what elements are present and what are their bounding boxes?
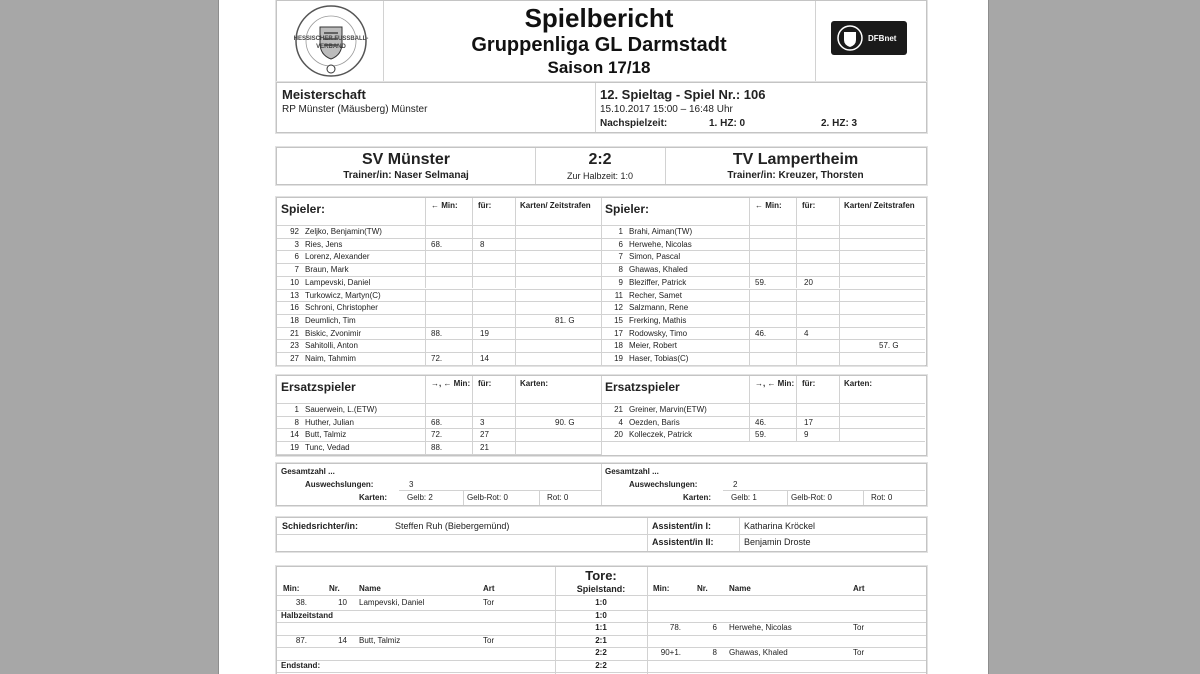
goal-score: 1:0 [595, 598, 607, 607]
player-sub-for: 20 [804, 277, 813, 287]
player-sub-for: 9 [804, 430, 809, 440]
lineup-home-min-header: ← Min: [431, 201, 458, 210]
final-score: 2:2 [588, 151, 612, 168]
player-number: 20 [614, 430, 623, 440]
totals-away-label: Gesamtzahl ... [605, 467, 659, 476]
goal-away-name: Ghawas, Khaled [729, 648, 788, 657]
season-title: Saison 17/18 [547, 58, 651, 77]
player-number: 6 [618, 239, 623, 249]
hfv-logo-text: HESSISCHER FUSSBALL-VERBAND [293, 36, 369, 50]
dfbnet-logo-text: DFBnet [868, 34, 897, 43]
player-sub-for: 21 [480, 443, 489, 453]
header-box [276, 0, 927, 82]
goal-home-number: 14 [338, 635, 347, 645]
player-name: Oezden, Baris [629, 417, 680, 427]
player-number: 19 [290, 443, 299, 453]
goal-home-minute: 87. [295, 635, 307, 645]
player-sub-for: 17 [804, 417, 813, 427]
goal-home-number: 10 [338, 598, 347, 607]
totals-home-yellow-red: Gelb-Rot: 0 [467, 493, 508, 502]
totals-away-cards-label: Karten: [683, 493, 712, 502]
competition: Meisterschaft [282, 87, 366, 102]
subs-box [276, 375, 927, 456]
goals-home-nr-header: Nr. [329, 584, 340, 593]
player-name: Salzmann, Rene [629, 303, 689, 313]
player-name: Lorenz, Alexander [305, 252, 370, 262]
lineup-away-cards-header: Karten/ Zeitstrafen [844, 201, 915, 210]
goal-away-number: 8 [712, 648, 717, 657]
goal-away-type: Tor [853, 648, 865, 657]
referee-name: Steffen Ruh (Biebergemünd) [395, 521, 510, 531]
totals-box [276, 463, 927, 506]
player-name: Naim, Tahmim [305, 354, 356, 363]
player-number: 23 [290, 341, 299, 351]
player-number: 9 [618, 277, 623, 287]
player-sub-for: 14 [480, 354, 489, 363]
venue: RP Münster (Mäusberg) Münster [282, 104, 428, 115]
player-name: Schroni, Christopher [305, 303, 378, 313]
goal-home-minute: 38. [295, 598, 307, 607]
goal-home-type: Tor [483, 598, 495, 607]
player-sub-for: 3 [480, 417, 485, 427]
assistant2-name: Benjamin Droste [744, 537, 811, 547]
player-number: 3 [294, 239, 299, 249]
player-name: Ghawas, Khaled [629, 265, 688, 275]
goal-home-type: Tor [483, 635, 495, 645]
player-cards: 90. G [555, 417, 575, 427]
player-number: 8 [618, 265, 623, 275]
goals-away-type-header: Art [853, 584, 865, 593]
player-number: 16 [290, 303, 299, 313]
goal-away-minute: 90+1. [660, 648, 681, 657]
player-sub-minute: 88. [431, 443, 443, 453]
player-name: Recher, Samet [629, 290, 682, 300]
player-number: 92 [290, 227, 299, 236]
player-sub-minute: 72. [431, 354, 443, 363]
player-sub-minute: 68. [431, 417, 443, 427]
player-number: 18 [290, 315, 299, 325]
player-name: Turkowicz, Martyn(C) [305, 290, 381, 300]
report-title: Spielbericht [524, 3, 674, 33]
totals-away-red: Rot: 0 [871, 493, 893, 502]
player-sub-minute: 72. [431, 430, 443, 440]
player-sub-minute: 59. [755, 277, 767, 287]
player-sub-for: 4 [804, 328, 809, 338]
totals-home-cards-label: Karten: [359, 493, 388, 502]
lineup-home-label: Spieler: [281, 202, 326, 216]
extra-time-label: Nachspielzeit: [600, 118, 668, 129]
totals-home-red: Rot: 0 [547, 493, 569, 502]
player-number: 1 [294, 405, 299, 414]
player-name: Deumlich, Tim [305, 315, 356, 325]
away-team-name: TV Lampertheim [732, 151, 859, 168]
player-name: Ries, Jens [305, 239, 343, 249]
player-sub-for: 19 [480, 328, 489, 338]
home-team-name: SV Münster [361, 151, 450, 168]
goals-score-header: Spielstand: [576, 584, 626, 594]
goals-home-name-header: Name [359, 584, 381, 593]
league-title: Gruppenliga GL Darmstadt [471, 34, 727, 56]
player-number: 8 [294, 417, 299, 427]
match-info-box [276, 82, 927, 133]
lineup-away-label: Spieler: [605, 202, 650, 216]
goal-away-type: Tor [853, 623, 865, 632]
goals-title: Tore: [585, 568, 617, 583]
player-number: 7 [618, 252, 623, 262]
player-name: Lampevski, Daniel [305, 277, 371, 287]
subs-away-cards-header: Karten: [844, 379, 873, 388]
goals-home-min-header: Min: [283, 584, 300, 593]
goals-away-min-header: Min: [653, 584, 670, 593]
totals-home-label: Gesamtzahl ... [281, 467, 335, 476]
lineup-box [276, 197, 927, 366]
lineup-away-min-header: ← Min: [755, 201, 782, 210]
totals-away-subs-count: 2 [733, 480, 738, 489]
player-name: Zeljko, Benjamin(TW) [305, 227, 382, 236]
player-number: 4 [618, 417, 623, 427]
report-page [218, 0, 989, 674]
goal-score: 1:0 [595, 610, 607, 620]
goal-away-minute: 78. [669, 623, 681, 632]
player-name: Tunc, Vedad [305, 443, 350, 453]
player-name: Brahi, Aiman(TW) [629, 227, 693, 236]
lineup-home-fuer-header: für: [478, 201, 492, 210]
player-name: Simon, Pascal [629, 252, 681, 262]
goals-box [276, 566, 927, 674]
goals-away-nr-header: Nr. [697, 584, 708, 593]
player-number: 7 [294, 265, 299, 275]
goals-halftime-label: Halbzeitstand [281, 610, 334, 620]
player-name: Huther, Julian [305, 417, 354, 427]
player-name: Rodowsky, Timo [629, 328, 688, 338]
halftime-score: Zur Halbzeit: 1:0 [566, 171, 634, 181]
extra-time-first: 1. HZ: 0 [709, 118, 746, 129]
assistant2-label: Assistent/in II: [652, 537, 714, 547]
extra-time-second: 2. HZ: 3 [821, 118, 858, 129]
goals-away-name-header: Name [729, 584, 751, 593]
player-name: Meier, Robert [629, 341, 678, 351]
player-name: Haser, Tobias(C) [629, 354, 689, 363]
player-name: Braun, Mark [305, 265, 349, 275]
totals-home-subs-count: 3 [409, 480, 414, 489]
player-cards: 57. G [879, 341, 899, 351]
totals-away-subs-label: Auswechslungen: [629, 480, 698, 489]
player-sub-for: 8 [480, 239, 485, 249]
player-sub-minute: 68. [431, 239, 443, 249]
subs-home-cards-header: Karten: [520, 379, 549, 388]
goal-away-number: 6 [712, 623, 717, 632]
player-name: Sauerwein, L.(ETW) [305, 405, 378, 414]
player-name: Greiner, Marvin(ETW) [629, 405, 707, 414]
lineup-away-fuer-header: für: [802, 201, 816, 210]
goals-home-type-header: Art [483, 584, 495, 593]
referee-label: Schiedsrichter/in: [282, 521, 359, 531]
player-number: 21 [290, 328, 299, 338]
player-number: 10 [290, 277, 299, 287]
goal-home-name: Butt, Talmiz [359, 635, 401, 645]
player-number: 14 [290, 430, 299, 440]
player-number: 13 [290, 290, 299, 300]
player-name: Kolleczek, Patrick [629, 430, 693, 440]
goal-away-name: Herwehe, Nicolas [729, 623, 792, 632]
player-name: Herwehe, Nicolas [629, 239, 692, 249]
totals-away-yellow-red: Gelb-Rot: 0 [791, 493, 832, 502]
goals-final-label: Endstand: [281, 660, 321, 670]
subs-home-min-header: →, ← Min: [431, 379, 471, 388]
lineup-home-cards-header: Karten/ Zeitstrafen [520, 201, 591, 210]
goal-score: 2:2 [595, 648, 607, 657]
goal-score: 1:1 [595, 623, 607, 632]
assistant1-label: Assistent/in I: [652, 521, 712, 531]
player-sub-minute: 46. [755, 417, 767, 427]
player-number: 11 [614, 290, 623, 300]
datetime: 15.10.2017 15:00 – 16:48 Uhr [600, 104, 733, 115]
home-trainer: Trainer/in: Naser Selmanaj [343, 170, 469, 181]
totals-home-yellow: Gelb: 2 [407, 493, 433, 502]
player-sub-minute: 88. [431, 328, 443, 338]
player-sub-for: 27 [480, 430, 489, 440]
officials-box [276, 517, 927, 552]
player-number: 6 [294, 252, 299, 262]
goal-score: 2:2 [595, 660, 607, 670]
player-number: 12 [614, 303, 623, 313]
dfbnet-logo [831, 21, 907, 55]
hfv-logo [287, 3, 375, 79]
totals-away-yellow: Gelb: 1 [731, 493, 757, 502]
player-name: Frerking, Mathis [629, 315, 687, 325]
matchday: 12. Spieltag - Spiel Nr.: 106 [600, 87, 766, 102]
goal-score: 2:1 [595, 635, 607, 645]
subs-home-fuer-header: für: [478, 379, 492, 388]
subs-away-min-header: →, ← Min: [755, 379, 795, 388]
player-name: Sahitolli, Anton [305, 341, 358, 351]
player-sub-minute: 59. [755, 430, 767, 440]
subs-away-label: Ersatzspieler [605, 380, 680, 394]
player-number: 27 [290, 354, 299, 363]
player-name: Biskic, Zvonimir [305, 328, 362, 338]
subs-away-fuer-header: für: [802, 379, 816, 388]
teams-box [276, 147, 927, 185]
player-number: 17 [614, 328, 623, 338]
player-name: Butt, Talmiz [305, 430, 347, 440]
goal-home-name: Lampevski, Daniel [359, 598, 425, 607]
player-number: 19 [614, 354, 623, 363]
player-number: 1 [618, 227, 623, 236]
player-name: Bleziffer, Patrick [629, 277, 687, 287]
player-number: 15 [614, 315, 623, 325]
assistant1-name: Katharina Kröckel [744, 521, 816, 531]
player-number: 18 [614, 341, 623, 351]
player-number: 21 [614, 405, 623, 414]
subs-home-label: Ersatzspieler [281, 380, 356, 394]
player-sub-minute: 46. [755, 328, 767, 338]
totals-home-subs-label: Auswechslungen: [305, 480, 374, 489]
away-trainer: Trainer/in: Kreuzer, Thorsten [727, 170, 864, 181]
player-cards: 81. G [555, 315, 575, 325]
